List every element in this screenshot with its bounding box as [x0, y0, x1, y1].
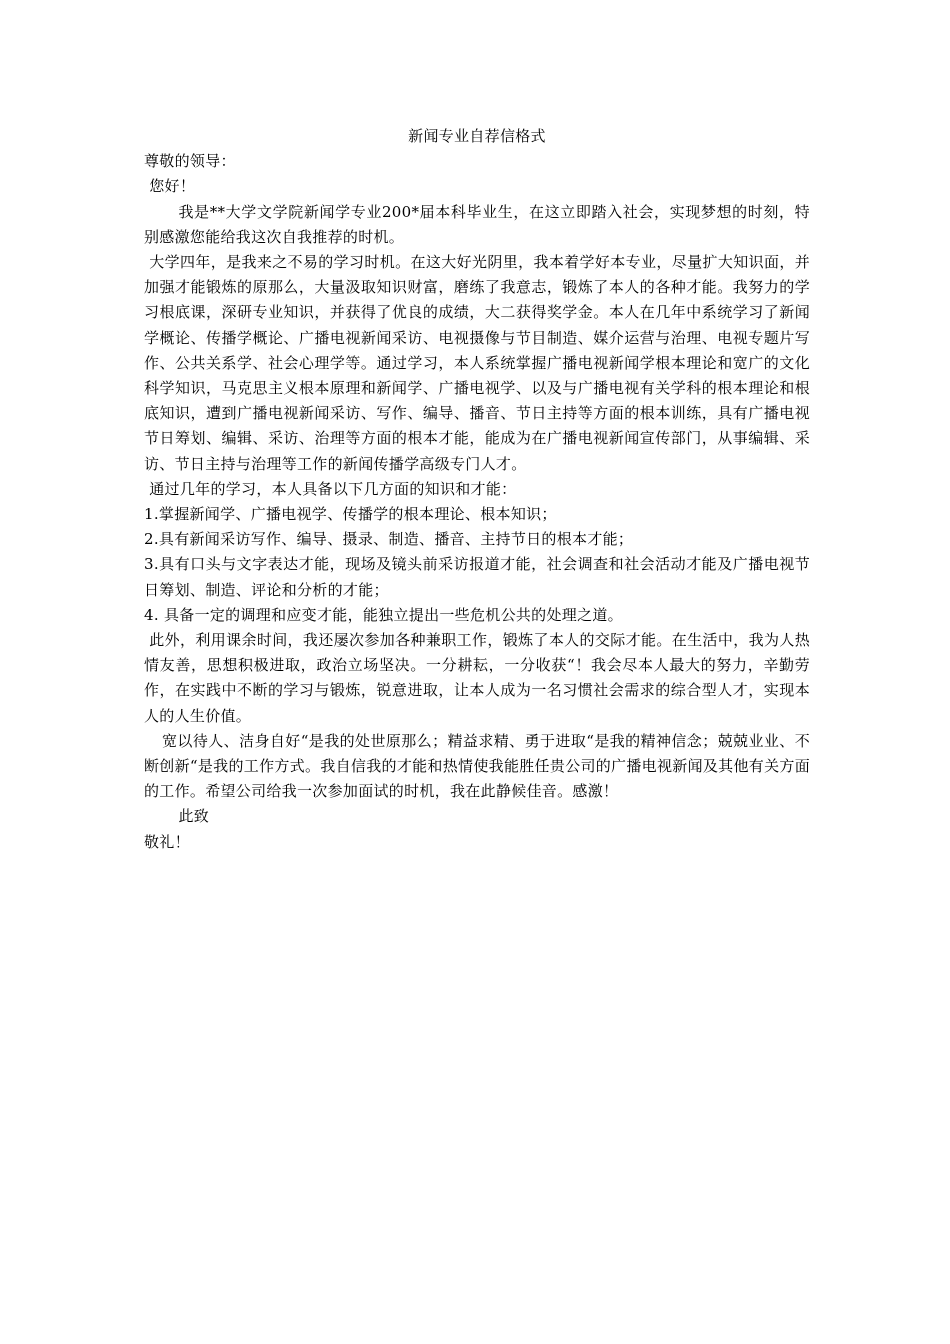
greeting: 您好！ [149, 177, 196, 196]
paragraph-extra: 此外，利用课余时间，我还屡次参加各种兼职工作，锻炼了本人的交际才能。在生活中，我为人热情友善，思想积极进取，政治立场坚决。一分耕耘，一分收获“！我会尽本人最大的努力，辛勤劳作，在实践中不断的学习与锻炼，锐意进取，让本人成为一名习惯社会需求的综合型人才，实现本人的人生价值。 [144, 631, 810, 725]
page-title: 新闻专业自荐信格式 [408, 127, 546, 145]
paragraph-intro: 我是**大学文学院新闻学专业200*届本科毕业生，在这立即踏入社会，实现梦想的时刻，特别感激您能给我这次自我推荐的时机。 [144, 202, 810, 246]
ability-item-1: 1.掌握新闻学、广播电视学、传播学的根本理论、根本知识； [144, 505, 557, 524]
closing-salute: 敬礼！ [144, 832, 190, 851]
closing-regards: 此致 [178, 807, 210, 826]
paragraph-study: 大学四年，是我来之不易的学习时机。在这大好光阴里，我本着学好本专业，尽量扩大知识面，并加强才能锻炼的原那么，大量汲取知识财富，磨练了我意志，锻炼了本人的各种才能。我努力的学习根底课，深研专业知识，并获得了优良的成绩，大二获得奖学金。本人在几年中系统学习了新闻学概论、传播学概论、广播电视新闻采访、电视摄像与节目制造、媒介运营与治理、电视专题片写作、公共关系学、社会心理学等。通过学习，本人系统掌握广播电视新闻学根本理论和宽广的文化科学知识，马克思主义根本原理和新闻学、广播电视学、以及与广播电视有关学科的根本理论和根底知识，遭到广播电视新闻采访、写作、编导、播音、节日主持等方面的根本训练，具有广播电视节日筹划、编辑、采访、治理等方面的根本才能，能成为在广播电视新闻宣传部门，从事编辑、采访、节日主持与治理等工作的新闻传播学高级专门人才。 [144, 253, 810, 473]
ability-item-3: 3.具有口头与文字表达才能，现场及镜头前采访报道才能，社会调查和社会活动才能及广播电视节日筹划、制造、评论和分析的才能； [144, 555, 810, 599]
salutation: 尊敬的领导： [144, 152, 236, 171]
ability-item-2: 2.具有新闻采访写作、编导、摄录、制造、播音、主持节日的根本才能； [144, 530, 634, 549]
ability-item-4: 4. 具备一定的调理和应变才能，能独立提出一些危机公共的处理之道。 [144, 605, 623, 624]
paragraph-abilities-intro: 通过几年的学习，本人具备以下几方面的知识和才能： [149, 479, 517, 498]
paragraph-closing: 宽以待人、洁身自好“是我的处世原那么；精益求精、勇于进取“是我的精神信念；兢兢业业、不断创新“是我的工作方式。我自信我的才能和热情使我能胜任贵公司的广播电视新闻及其他有关方面的工作。希望公司给我一次参加面试的时机，我在此静候佳音。感激！ [144, 731, 810, 801]
letter-page [144, 124, 810, 855]
